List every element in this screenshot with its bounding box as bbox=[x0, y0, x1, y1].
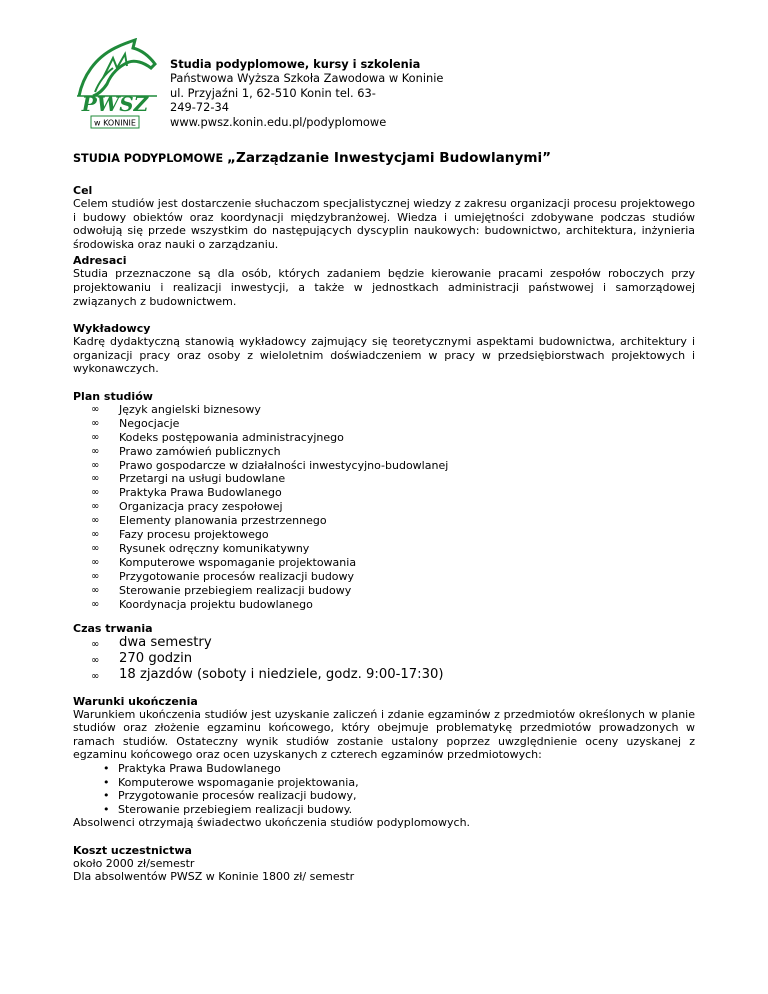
document-page bbox=[73, 38, 695, 884]
koszt-line-1: około 2000 zł/semestr bbox=[73, 856, 195, 870]
list-item: ∞ Elementy planowania przestrzennego bbox=[91, 514, 327, 528]
cel-text: Celem studiów jest dostarczenie słuchaczom specjalistycznej wiedzy z zakresu organizacji procesu projektowego i budowy obiektów oraz koordynacji międzybranżowej. Wiedza i umiejętności zdobywane podczas studiów odwołują się przede wszystkim do następujących dyscyplin naukowych: budownictwo, architektura, inżynieria środowiska oraz nauki o zarządzaniu. bbox=[73, 197, 695, 251]
cel-heading: Cel bbox=[73, 184, 93, 197]
list-item: ∞ Negocjacje bbox=[91, 416, 180, 430]
title-prefix: STUDIA PODYPLOMOWE bbox=[73, 152, 228, 165]
warunki-text: Warunkiem ukończenia studiów jest uzyskanie zaliczeń i zdanie egzaminów z przedmiotów określonych w planie studiów oraz złożenie egzaminu końcowego, który obejmuje problematykę przedmiotów prowadzonych w ramach studiów. Ostateczny wynik studiów zostanie ustalony poprzez uwzględnienie oceny uzyskanej z egzaminu końcowego oraz ocen uzyskanych z czterech egzaminów przedmiotowych: bbox=[73, 707, 695, 762]
list-item: ∞ Organizacja pracy zespołowej bbox=[91, 500, 283, 514]
koszt-heading: Koszt uczestnictwa bbox=[73, 843, 192, 857]
list-item: ∞ Koordynacja projektu budowlanego bbox=[91, 597, 313, 611]
czas-list bbox=[73, 635, 695, 683]
org-line-2: Państwowa Wyższa Szkoła Zawodowa w Koninie bbox=[170, 71, 444, 86]
koszt-line-2: Dla absolwentów PWSZ w Koninie 1800 zł/ semestr bbox=[73, 870, 355, 884]
logo-sub: w KONINIE bbox=[94, 118, 136, 128]
list-item: • Przygotowanie procesów realizacji budowy, bbox=[103, 789, 357, 803]
list-item: ∞ 270 godzin bbox=[91, 650, 193, 666]
wykladowcy-text: Kadrę dydaktyczną stanowią wykładowcy zajmujący się teoretycznymi aspektami budownictwa, architektury i organizacji pracy oraz osoby z wieloletnim doświadczeniem w pracy w przedsiębiorstwach projektowych i wykonawczych. bbox=[73, 335, 695, 376]
organization-info bbox=[170, 57, 443, 129]
pwsz-logo bbox=[73, 38, 157, 130]
list-item: ∞ Prawo zamówień publicznych bbox=[91, 444, 281, 458]
list-item: ∞ Prawo gospodarcze w działalności inwestycyjno-budowlanej bbox=[91, 458, 449, 472]
list-item: ∞ Rysunek odręczny komunikatywny bbox=[91, 542, 310, 555]
header bbox=[73, 38, 695, 138]
plan-heading: Plan studiów bbox=[73, 389, 153, 403]
warunki-closing: Absolwenci otrzymają świadectwo ukończenia studiów podyplomowych. bbox=[73, 816, 471, 830]
logo-text: PWSZ bbox=[81, 92, 149, 116]
warunki-list bbox=[73, 762, 695, 816]
list-item: ∞ Kodeks postępowania administracyjnego bbox=[91, 430, 344, 444]
list-item: ∞ Komputerowe wspomaganie projektowania bbox=[91, 555, 357, 569]
list-item: ∞ Przetargi na usługi budowlane bbox=[91, 472, 286, 486]
document-title bbox=[73, 150, 551, 166]
list-item: ∞ Język angielski biznesowy bbox=[91, 402, 261, 416]
org-website: www.pwsz.konin.edu.pl/podyplomowe bbox=[170, 114, 387, 129]
list-item: ∞ 18 zjazdów (soboty i niedziele, godz. 9:00-17:30) bbox=[91, 666, 444, 682]
wykladowcy-heading: Wykładowcy bbox=[73, 322, 151, 336]
list-item: • Komputerowe wspomaganie projektowania, bbox=[103, 775, 359, 789]
warunki-heading: Warunki ukończenia bbox=[73, 694, 198, 708]
czas-heading: Czas trwania bbox=[73, 621, 153, 635]
list-item: ∞ Przygotowanie procesów realizacji budowy bbox=[91, 569, 355, 583]
adresaci-text: Studia przeznaczone są dla osób, których zadaniem będzie kierowanie pracami zespołów roboczych przy projektowaniu i realizacji inwestycji, a także w jednostkach administracji państwowej i samorządowej związanych z budownictwem. bbox=[73, 267, 695, 308]
org-line-4: 249-72-34 bbox=[170, 100, 229, 115]
plan-list bbox=[73, 403, 695, 612]
document-body bbox=[73, 184, 695, 884]
list-item: ∞ Praktyka Prawa Budowlanego bbox=[91, 486, 282, 500]
list-item: ∞ Fazy procesu projektowego bbox=[91, 528, 269, 542]
title-name: „Zarządzanie Inwestycjami Budowlanymi” bbox=[227, 150, 552, 166]
list-item: • Praktyka Prawa Budowlanego bbox=[103, 761, 281, 775]
org-line-1: Studia podyplomowe, kursy i szkolenia bbox=[170, 57, 421, 71]
org-line-3: ul. Przyjaźni 1, 62-510 Konin tel. 63- bbox=[170, 85, 376, 100]
list-item: ∞ dwa semestry bbox=[91, 634, 212, 650]
adresaci-heading: Adresaci bbox=[73, 254, 127, 268]
list-item: • Sterowanie przebiegiem realizacji budowy. bbox=[103, 802, 353, 816]
list-item: ∞ Sterowanie przebiegiem realizacji budowy bbox=[91, 583, 352, 597]
